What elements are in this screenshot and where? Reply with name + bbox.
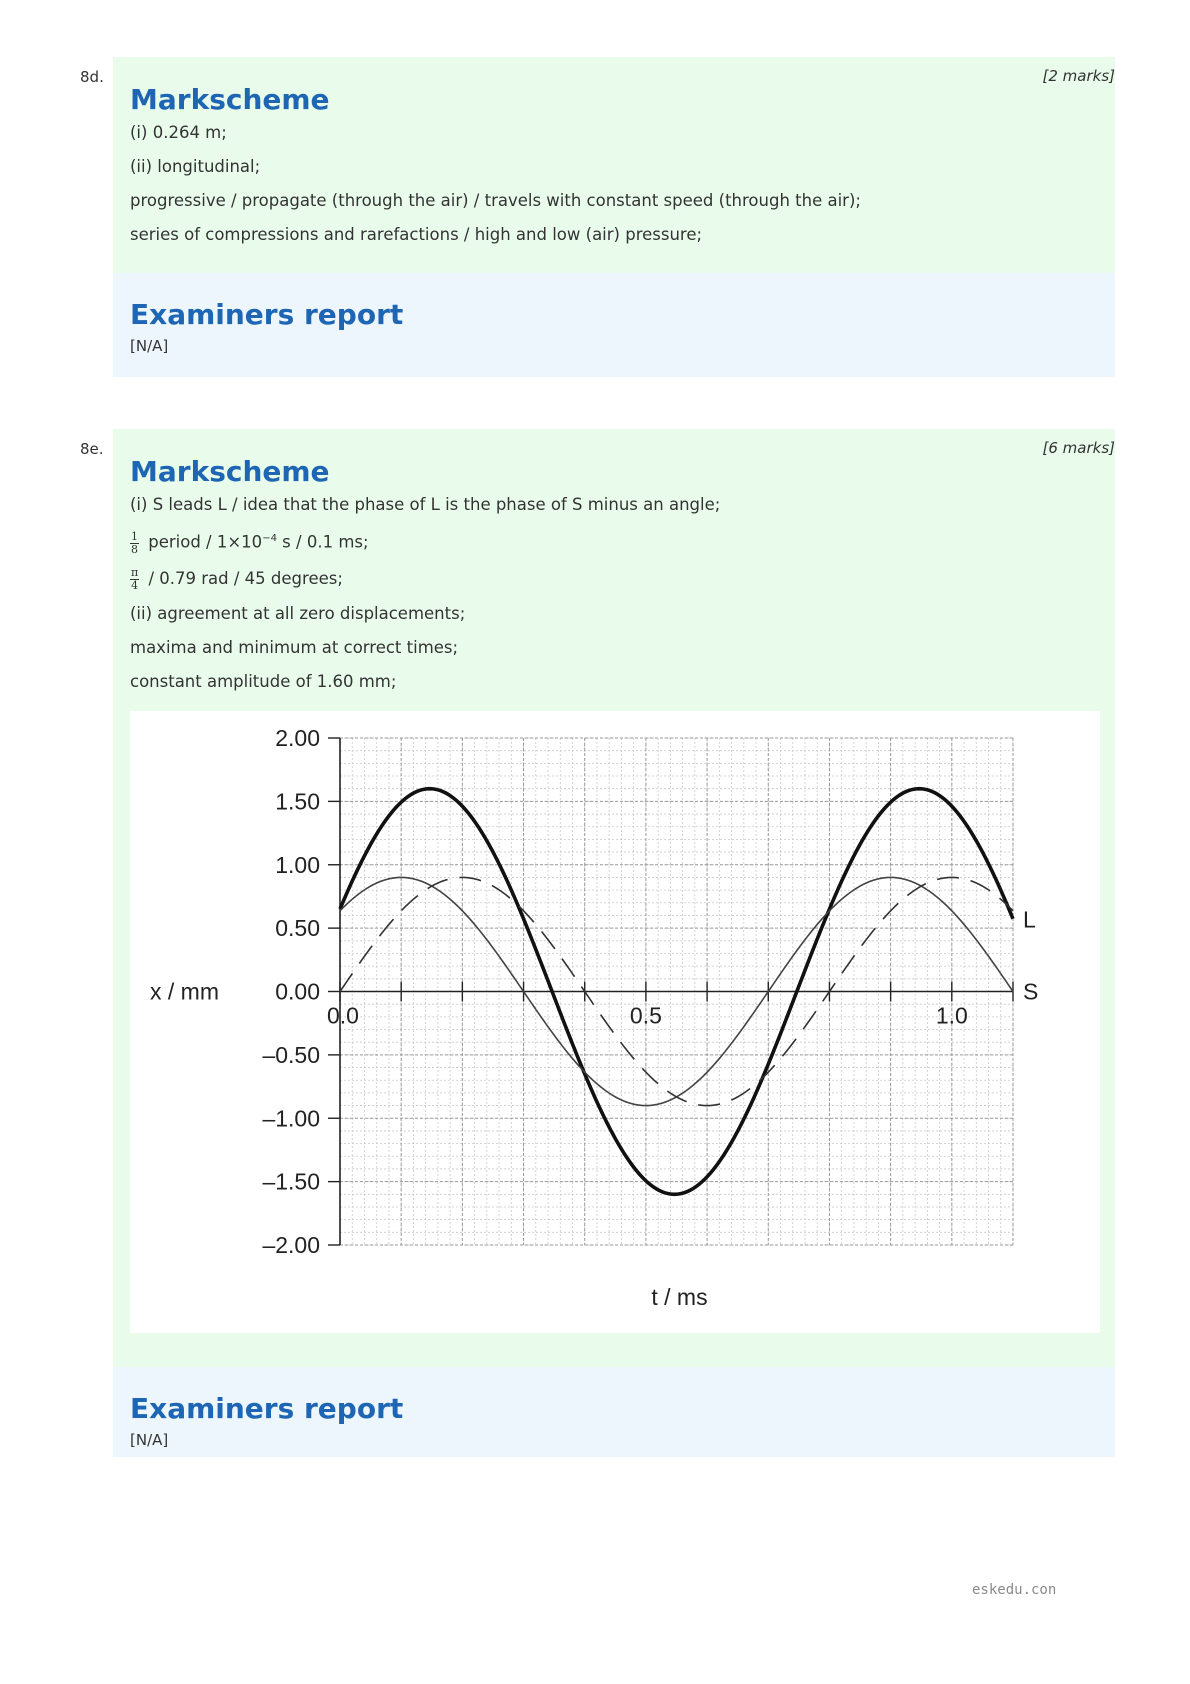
- examiners-report-8e: [113, 1367, 1115, 1457]
- y-tick-label: –1.00: [262, 1105, 320, 1132]
- y-tick-label: 1.00: [275, 851, 320, 878]
- y-tick-label: –0.50: [262, 1041, 320, 1068]
- markscheme-line-period: $\frac{1}{8}$ period / $1\times 10^{-4}$ s / 0.1 ms;: [131, 529, 369, 556]
- examiners-report-heading: Examiners report: [130, 1392, 404, 1425]
- x-tick-label: 1.0: [935, 1002, 968, 1029]
- markscheme-line: (i) S leads L / idea that the phase of L is the phase of S minus an angle;: [130, 495, 721, 514]
- fraction-pi-over-four: $\frac{\pi}{4}$: [131, 565, 139, 592]
- y-axis-label: x / mm: [150, 978, 219, 1005]
- markscheme-heading: Markscheme: [130, 455, 330, 488]
- footer-site: eskedu.con: [972, 1582, 1057, 1598]
- examiners-report-8d: [113, 273, 1115, 377]
- y-tick-label: 0.00: [275, 978, 320, 1005]
- y-tick-label: 2.00: [275, 725, 320, 751]
- markscheme-8e: [113, 429, 1115, 1367]
- curve-label-L: L: [1023, 906, 1036, 933]
- y-tick-label: 1.50: [275, 788, 320, 815]
- markscheme-line: (ii) longitudinal;: [130, 157, 261, 176]
- markscheme-lines: [113, 488, 1115, 692]
- y-tick-label: 0.50: [275, 915, 320, 942]
- y-tick-label: –2.00: [262, 1232, 320, 1258]
- marks-8d: [2 marks]: [1042, 67, 1115, 85]
- marks-8e: [6 marks]: [1042, 439, 1115, 457]
- x-axis-label: t / ms: [651, 1284, 708, 1310]
- markscheme-line: constant amplitude of 1.60 mm;: [130, 671, 397, 691]
- markscheme-line: series of compressions and rarefactions / high and low (air) pressure;: [130, 225, 703, 244]
- examiners-report-heading: Examiners report: [130, 298, 404, 331]
- markscheme-line: (ii) agreement at all zero displacements;: [130, 603, 466, 623]
- markscheme-line: progressive / propagate (through the air) / travels with constant speed (through the air);: [130, 191, 861, 210]
- question-number-8d: 8d.: [80, 68, 104, 86]
- y-tick-label: –1.50: [262, 1168, 320, 1195]
- chart-svg: [130, 711, 1100, 1333]
- x-tick-label: 0.5: [629, 1002, 662, 1029]
- fraction-one-eighth: $\frac{1}{8}$: [131, 529, 138, 556]
- markscheme-lines: [113, 116, 1115, 245]
- x-tick-label: 0.0: [327, 1002, 359, 1029]
- markscheme-line: maxima and minimum at correct times;: [130, 637, 459, 657]
- curve-label-S: S: [1023, 978, 1039, 1005]
- examiners-report-text: [N/A]: [130, 1431, 169, 1449]
- markscheme-8d: [113, 57, 1115, 273]
- markscheme-heading: Markscheme: [130, 83, 330, 116]
- examiners-report-text: [N/A]: [130, 337, 169, 355]
- markscheme-line: (i) 0.264 m;: [130, 123, 227, 142]
- displacement-time-graph: [130, 711, 1100, 1333]
- question-number-8e: 8e.: [80, 440, 104, 458]
- markscheme-line-phase: $\frac{\pi}{4}$ / 0.79 rad / 45 degrees;: [131, 565, 343, 592]
